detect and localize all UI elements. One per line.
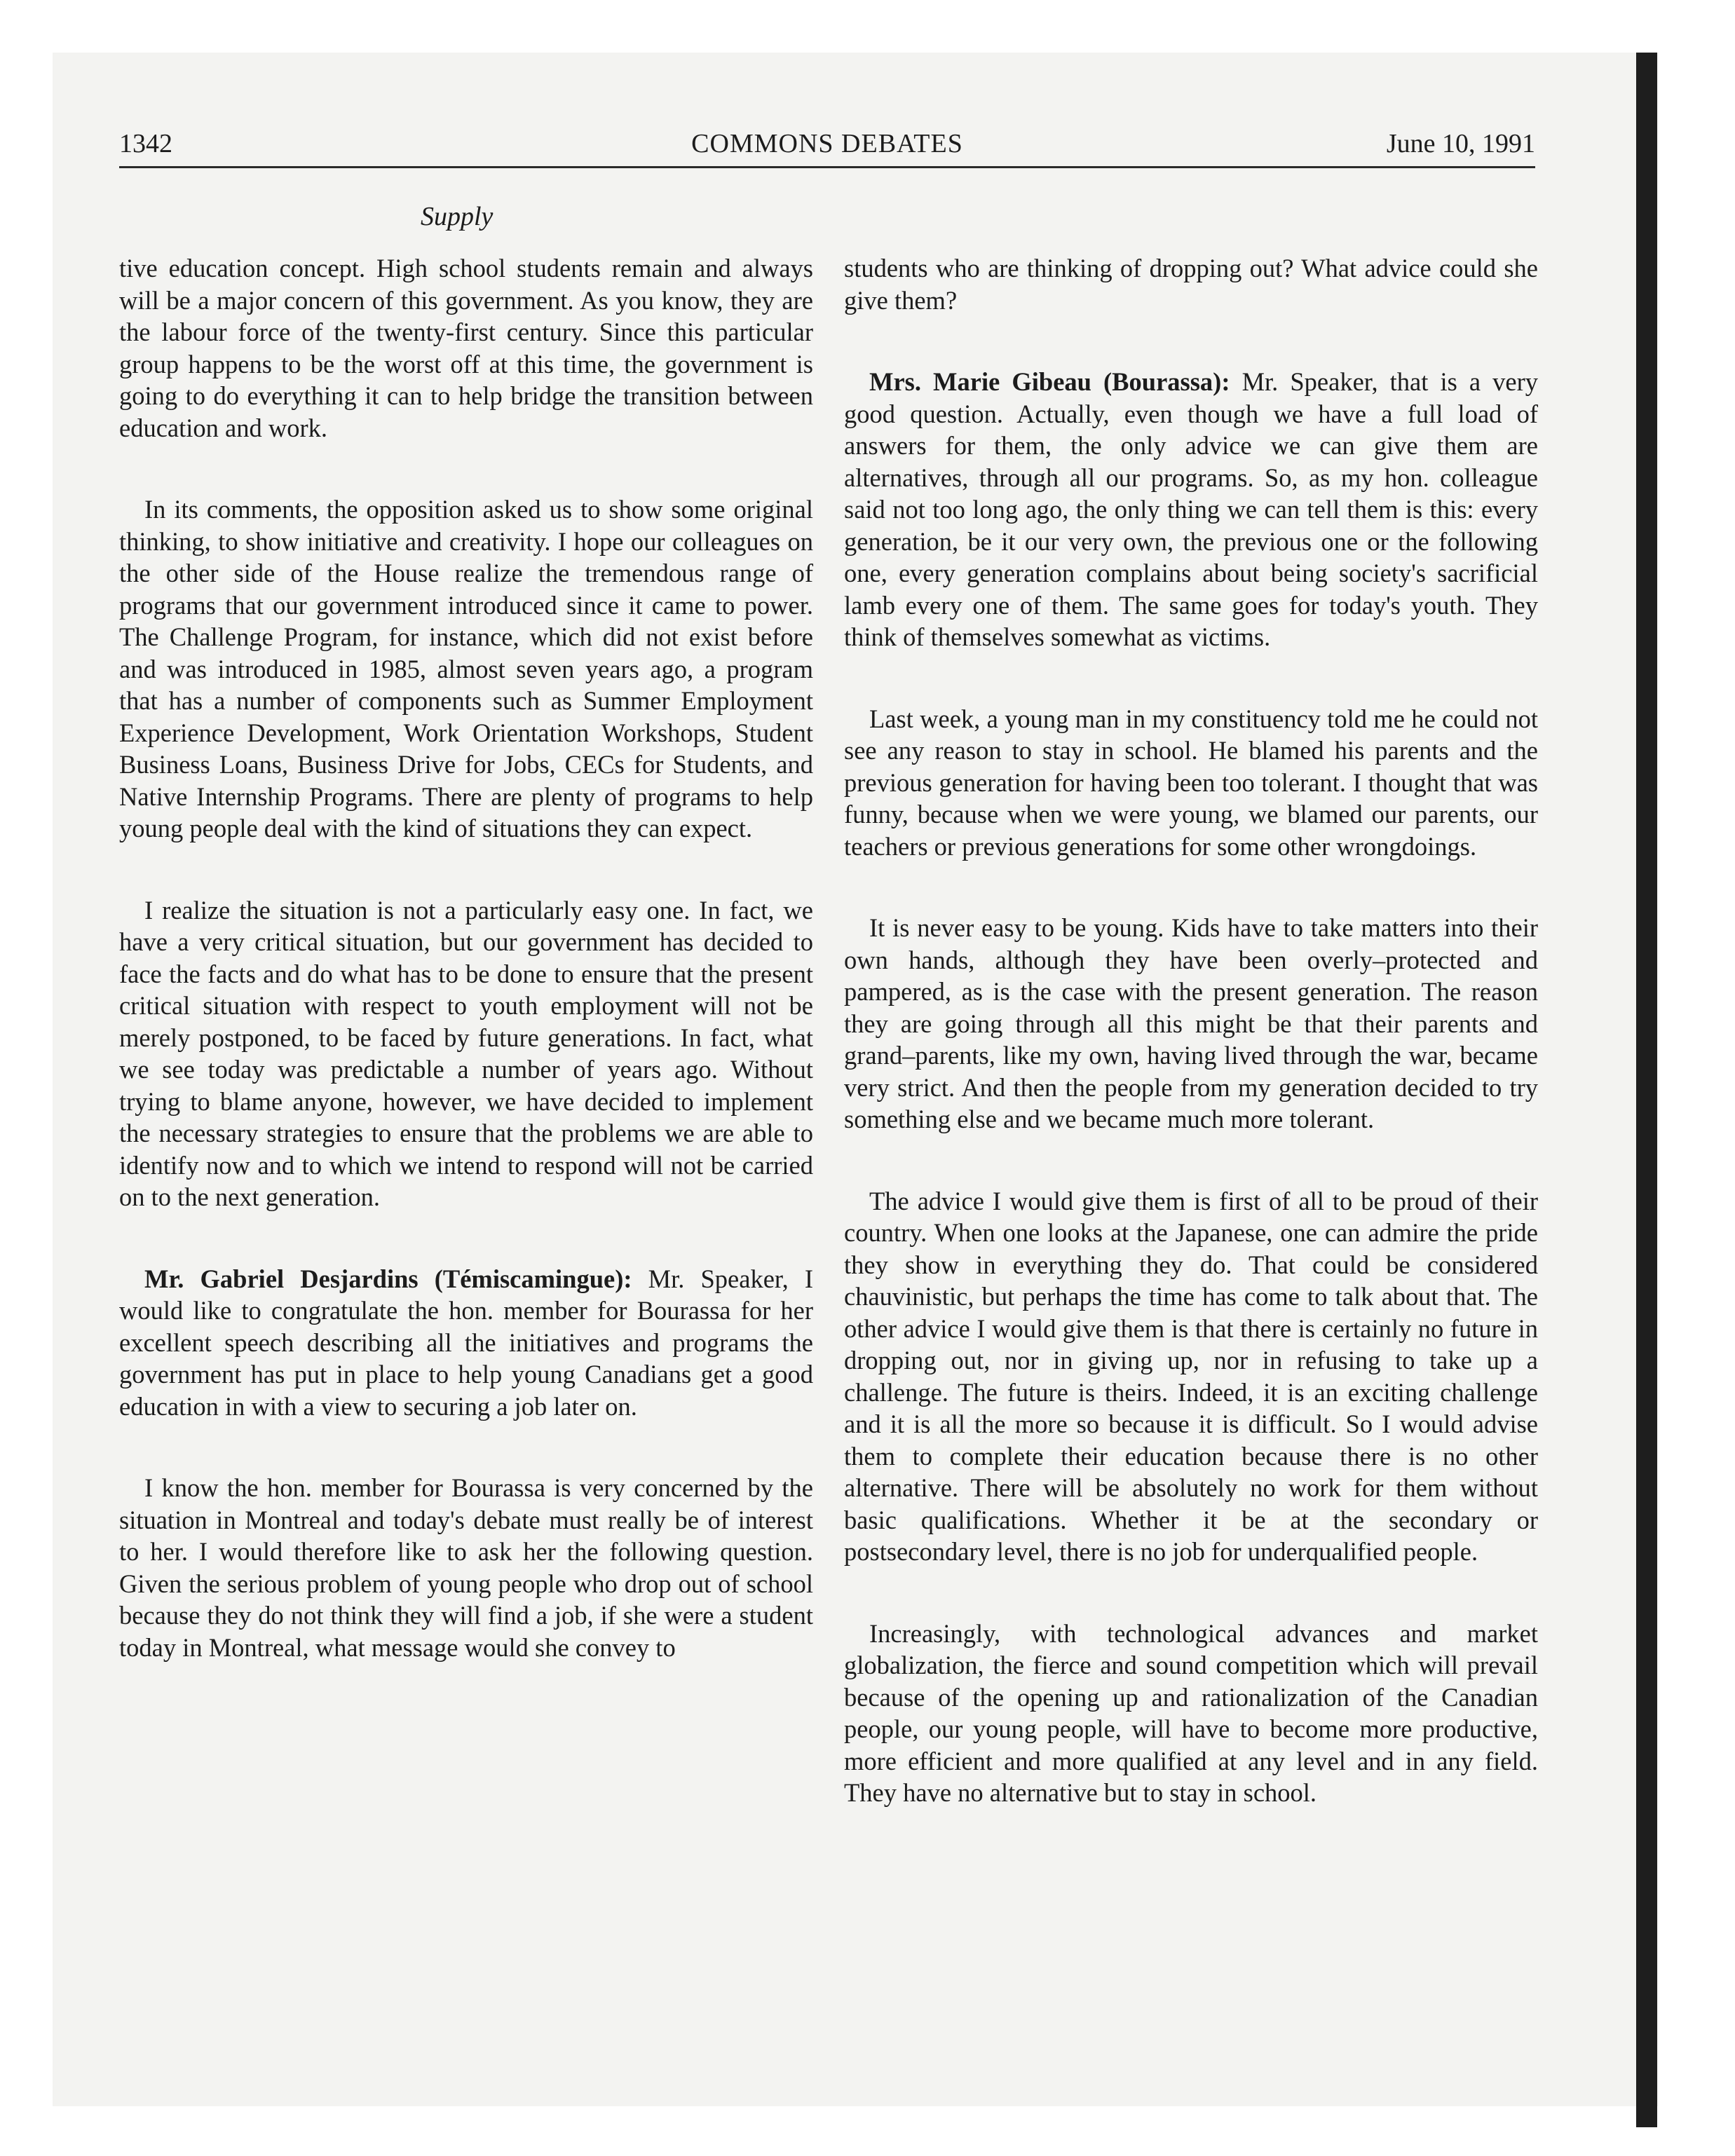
paragraph — [844, 366, 1538, 653]
paragraph — [119, 894, 813, 1213]
paragraph — [844, 912, 1538, 1135]
paragraph-text: In its comments, the opposition asked us to show some original thinking, to show initiative and creativity. I hope our colleagues on the other side of the House realize the tremendous range of programs that our government introduced since it came to power. The Challenge Program, for instance, which did not exist before and was introduced in 1985, almost seven years ago, a program that has a number of components such as Summer Employment Experience Development, Work Orientation Workshops, Student Business Loans, Business Drive for Jobs, CECs for Students, and Native Internship Programs. There are plenty of programs to help young people deal with the kind of situations they can expect. — [119, 495, 813, 842]
paragraph-text: The advice I would give them is first of all to be proud of their country. When one looks at the Japanese, one can admire the pride they show in everything they do. That could be considered chauvinistic, but perhaps the time has come to talk about that. The other advice I would give them is that there is certainly no future in dropping out, nor in giving up, nor in refusing to take up a challenge. The future is theirs. Indeed, it is an exciting challenge and it is all the more so because it is difficult. So I would advise them to complete their education because there is no other alternative. There will be absolutely no work for them without basic qualifications. Whether it be at the secondary or postsecondary level, there is no job for underqualified people. — [844, 1186, 1538, 1566]
left-column — [119, 252, 813, 1713]
paragraph-text: I know the hon. member for Bourassa is very concerned by the situation in Montreal and today's debate must really be of interest to her. I would therefore like to ask her the following question. Given the serious problem of young people who drop out of school because they do not think they will find a job, if she were a student today in Montreal, what message would she convey to — [119, 1473, 813, 1662]
paragraph-text: I realize the situation is not a particularly easy one. In fact, we have a very critical situation, but our government has decided to face the facts and do what has to be done to ensure that the present critical situation with respect to youth employment will not be merely postponed, to be faced by future generations. In fact, what we see today was predictable a number of years ago. Without trying to blame anyone, however, we have decided to implement the necessary strategies to ensure that the problems we are able to identify now and to which we intend to respond will not be carried on to the next generation. — [119, 895, 813, 1211]
paragraph — [119, 1263, 813, 1423]
page-number: 1342 — [119, 129, 172, 158]
paragraph — [844, 1185, 1538, 1568]
header-rule — [119, 166, 1535, 168]
paragraph-text: students who are thinking of dropping out? What advice could she give them? — [844, 254, 1538, 315]
speaker-name: Mrs. Marie Gibeau (Bourassa): — [869, 367, 1230, 396]
paragraph-text: Last week, a young man in my constituency told me he could not see any reason to stay in school. He blamed his parents and the previous generation for having been too tolerant. I thought that was funny, because when we were young, we blamed our parents, our teachers or previous generations for some other wrongdoings. — [844, 704, 1538, 861]
paragraph — [119, 1472, 813, 1663]
paragraph — [119, 252, 813, 444]
issue-date: June 10, 1991 — [1386, 129, 1535, 158]
paragraph-text: Increasingly, with technological advances and market globalization, the fierce and sound competition which will prevail because of the opening up and rationalization of the Canadian people, our young people, will have to become more productive, more efficient and more qualified at any level and in any field. They have no alternative but to stay in school. — [844, 1618, 1538, 1807]
paragraph-text: tive education concept. High school students remain and always will be a major concern of this government. As you know, they are the labour force of the twenty-first century. Since this particular group happens to be the worst off at this time, the government is going to do everything it can to help bridge the transition between education and work. — [119, 254, 813, 442]
scan-edge-shadow — [1636, 53, 1657, 2127]
paragraph — [844, 1618, 1538, 1809]
section-title: Supply — [421, 202, 494, 231]
paragraph-text: Mr. Speaker, that is a very good question. Actually, even though we have a full load of answers for them, the only advice we can give them are alternatives, through all our programs. So, as my hon. colleague said not too long ago, the only thing we can tell them is this: every generation, be it our very own, the previous one or the following one, every generation complains about being society's sacrificial lamb every one of them. The same goes for today's youth. They think of themselves somewhat as victims. — [844, 367, 1539, 651]
paragraph-text: Mr. Speaker, I would like to congratulate the hon. member for Bourassa for her excellent speech describing all the initiatives and programs the government has put in place to help young Canadians get a good education in with a view to securing a job later on. — [119, 1264, 813, 1421]
paragraph — [119, 493, 813, 845]
paragraph — [844, 703, 1538, 863]
paragraph-text: It is never easy to be young. Kids have to take matters into their own hands, although they have been overly–protected and pampered, as is the case with the present generation. The reason they are going through all this might be that their parents and grand–parents, like my own, having lived through the war, became very strict. And then the people from my generation decided to try something else and we became much more tolerant. — [844, 913, 1538, 1133]
journal-title: COMMONS DEBATES — [691, 129, 963, 158]
right-column — [844, 252, 1538, 1859]
speaker-name: Mr. Gabriel Desjardins (Témiscamingue): — [144, 1264, 632, 1293]
paragraph — [844, 252, 1538, 316]
running-head — [119, 128, 1535, 166]
